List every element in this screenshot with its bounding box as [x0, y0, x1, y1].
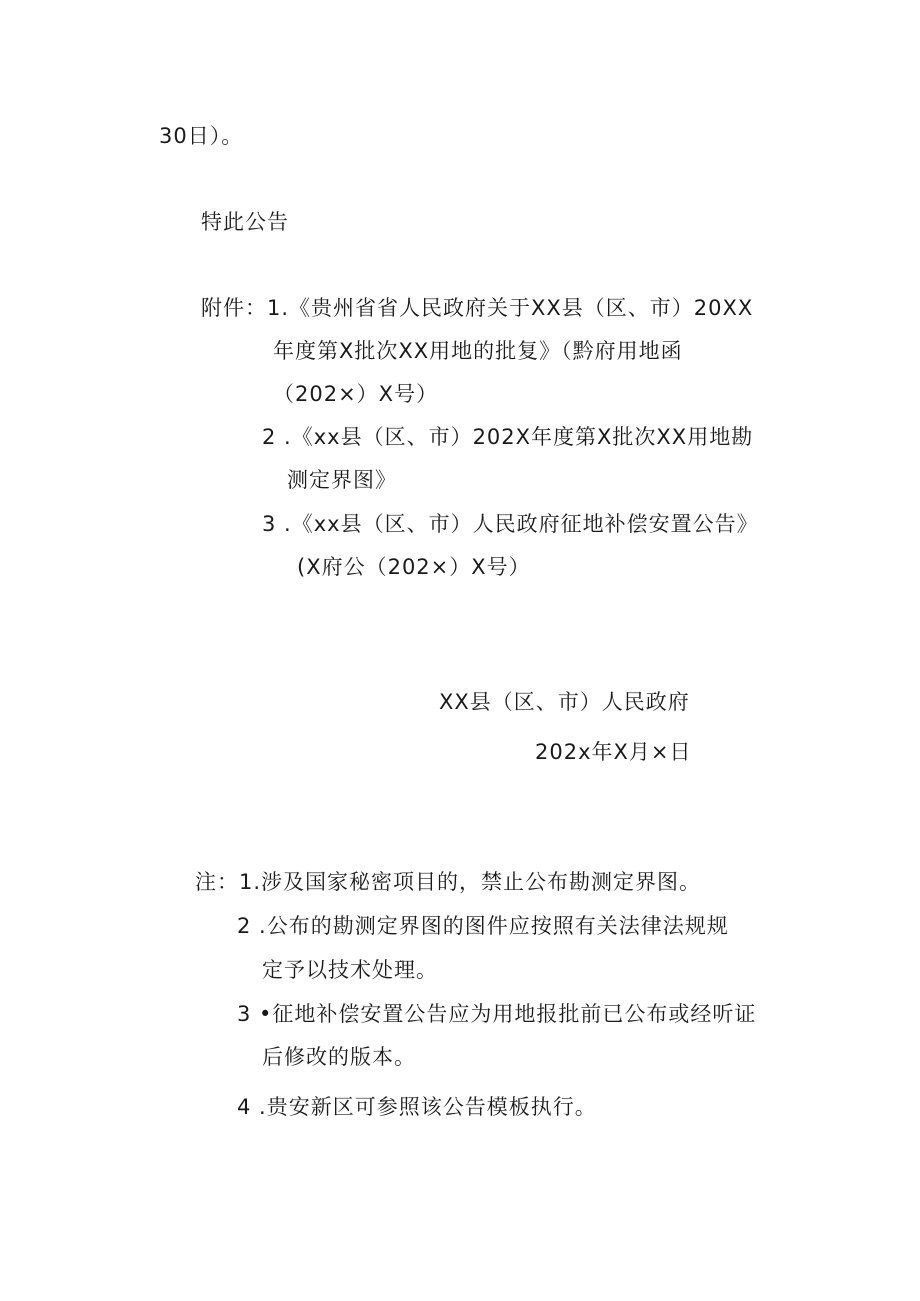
note-4: 4 .贵安新区可参照该公告模板执行。 [237, 1095, 597, 1119]
attachment-1-line-3: （202×）X号） [273, 382, 439, 406]
attachment-1-line-1: 附件：1.《贵州省省人民政府关于XX县（区、市）20XX [201, 296, 754, 320]
continuation-text: 30日）。 [159, 124, 244, 148]
note-3-line-2: 后修改的版本。 [262, 1045, 416, 1069]
note-1: 注：1.涉及国家秘密项目的，禁止公布勘测定界图。 [195, 870, 702, 894]
attachment-3-line-1: 3 .《xx县（区、市）人民政府征地补偿安置公告》 [262, 512, 759, 536]
attachment-2-line-2: 测定界图》 [287, 468, 397, 492]
note-2-line-2: 定予以技术处理。 [262, 958, 438, 982]
issuer-name: XX县（区、市）人民政府 [439, 690, 690, 714]
closing-phrase: 特此公告 [201, 210, 289, 234]
note-2-line-1: 2 .公布的勘测定界图的图件应按照有关法律法规规 [237, 914, 729, 938]
issue-date: 202x年X月×日 [535, 740, 692, 764]
attachment-3-line-2: (X府公（202×）X号） [297, 555, 531, 579]
attachment-2-line-1: 2 .《xx县（区、市）202X年度第X批次XX用地勘 [262, 425, 754, 449]
attachment-1-line-2: 年度第X批次XX用地的批复》（黔府用地函 [273, 339, 683, 363]
note-3-line-1: 3 •征地补偿安置公告应为用地报批前已公布或经听证 [237, 1002, 757, 1026]
